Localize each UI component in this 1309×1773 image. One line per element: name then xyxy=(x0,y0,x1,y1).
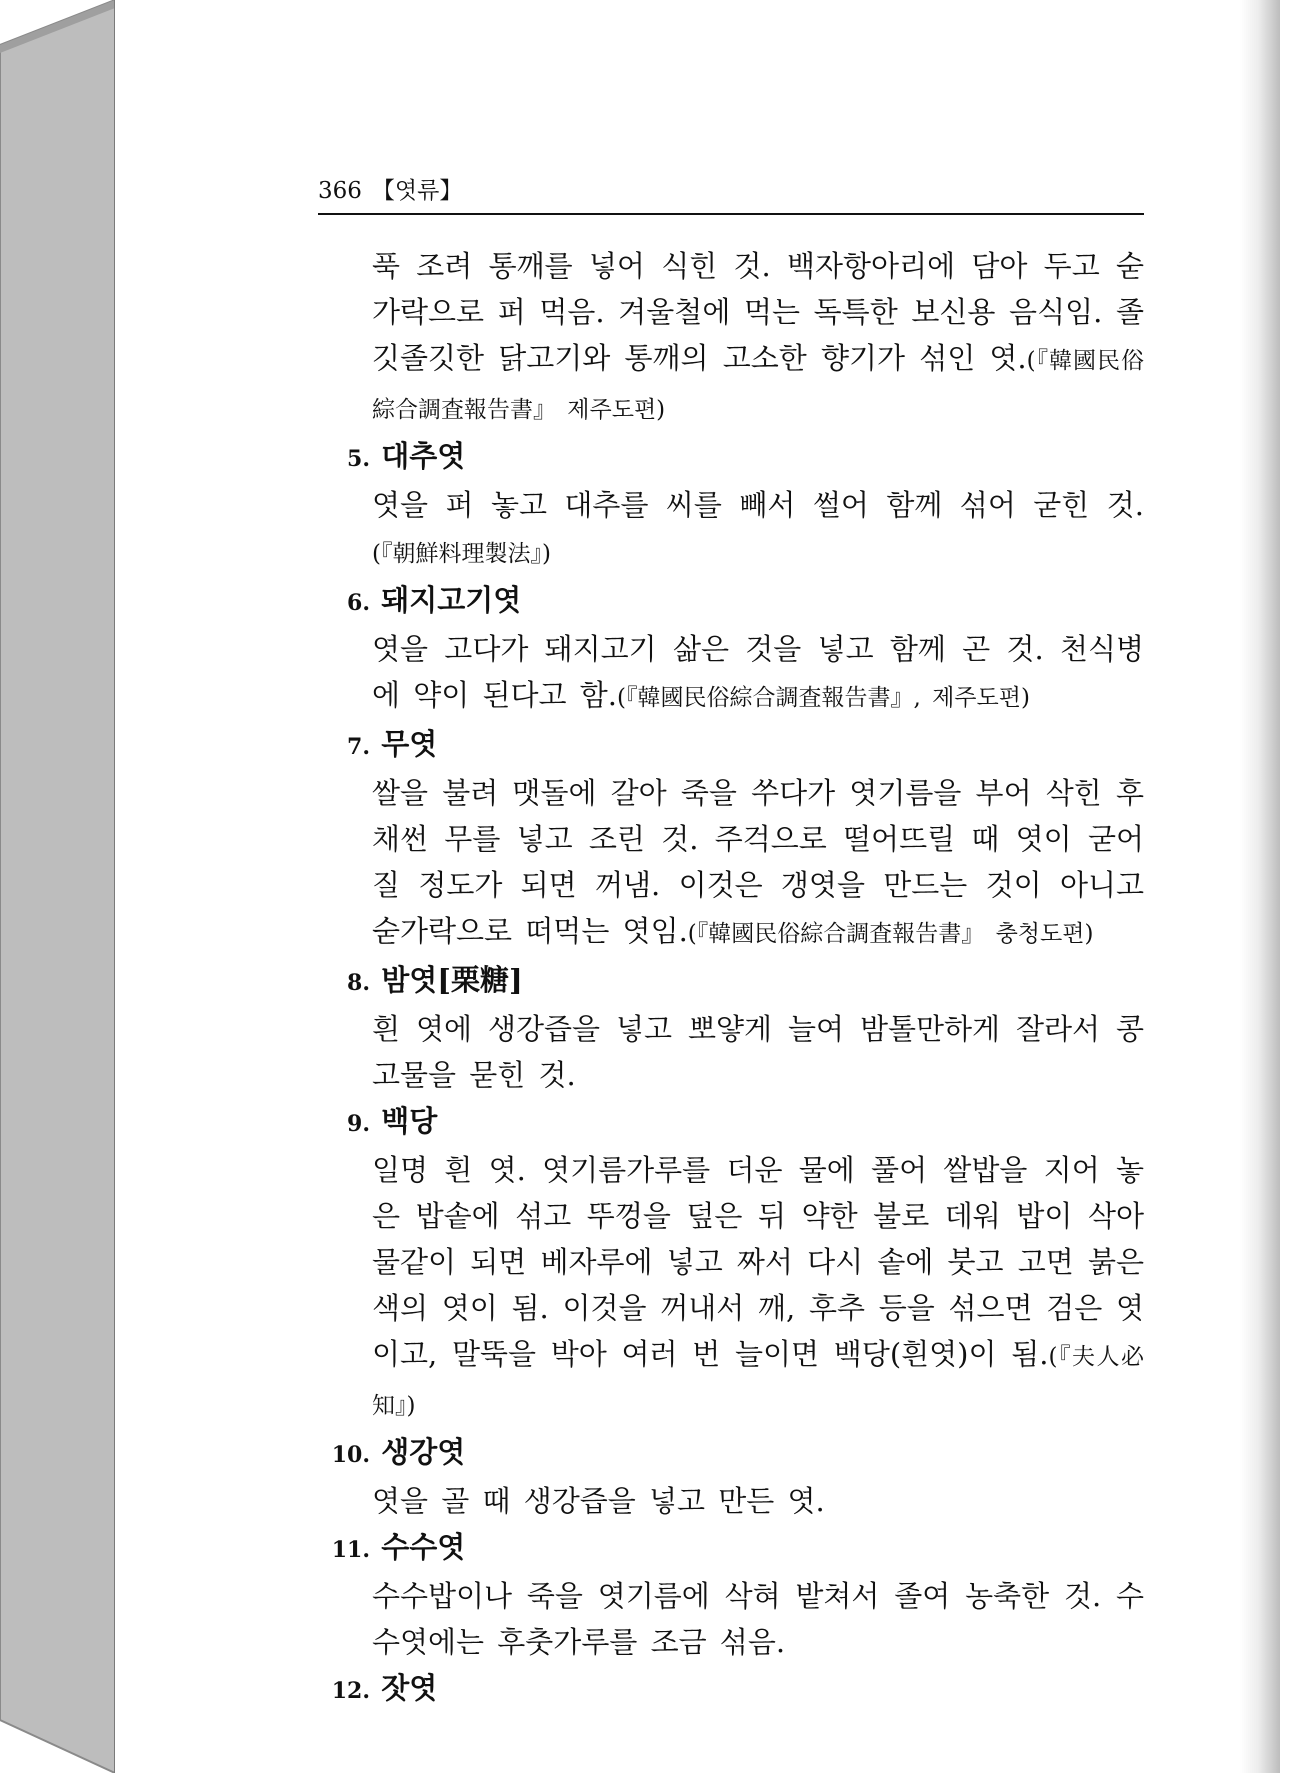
entry-name: 잣엿 xyxy=(381,1671,438,1705)
page-edge-shadow xyxy=(1240,0,1280,1773)
entry-citation: (『朝鮮料理製法』) xyxy=(372,541,551,567)
entry-number: 8. xyxy=(347,970,370,996)
entry-description xyxy=(372,1573,1144,1665)
entry-name: 무엿 xyxy=(381,727,438,761)
page-number: 366 xyxy=(318,178,362,204)
header-rule xyxy=(318,213,1144,215)
entry-number: 7. xyxy=(347,734,370,760)
entry-title xyxy=(318,1098,1144,1147)
entry-name: 밤엿[栗糖] xyxy=(381,963,523,997)
entry-description xyxy=(372,770,1144,957)
entry-description xyxy=(372,1006,1144,1098)
entry-name: 백당 xyxy=(381,1104,438,1138)
entry-title xyxy=(318,1665,1144,1714)
entry-citation: (『韓國民俗綜合調査報告書』 충청도편) xyxy=(687,921,1094,947)
entry-text: 쌀을 불려 맷돌에 갈아 죽을 쑤다가 엿기름을 부어 삭힌 후 채썬 무를 넣고 조린 것. 주걱으로 떨어뜨릴 때 엿이 굳어질 정도가 되면 꺼냄. 이것은 갱엿을 만드는 것이 아니고 숟가락으로 떠먹는 엿임. xyxy=(372,776,1144,948)
entry-number: 6. xyxy=(347,590,370,616)
entry-number: 5. xyxy=(347,446,370,472)
entry-text: 수수밥이나 죽을 엿기름에 삭혀 밭쳐서 졸여 농축한 것. 수수엿에는 후춧가루를 조금 섞음. xyxy=(372,1579,1144,1659)
entry-name: 대추엿 xyxy=(381,439,466,473)
entry-description xyxy=(372,626,1144,721)
entry-text: 흰 엿에 생강즙을 넣고 뽀얗게 늘여 밤톨만하게 잘라서 콩고물을 묻힌 것. xyxy=(372,1012,1144,1092)
entry-text: 엿을 고다가 돼지고기 삶은 것을 넣고 함께 곤 것. 천식병에 약이 된다고 함. xyxy=(372,632,1144,712)
intro-text: 푹 조려 통깨를 넣어 식힌 것. 백자항아리에 담아 두고 숟가락으로 퍼 먹음. 겨울철에 먹는 독특한 보신용 음식임. 졸깃졸깃한 닭고기와 통깨의 고소한 향기가 섞인 엿. xyxy=(372,249,1144,375)
entry-text: 일명 흰 엿. 엿기름가루를 더운 물에 풀어 쌀밥을 지어 놓은 밥솥에 섞고 뚜껑을 덮은 뒤 약한 불로 데워 밥이 삭아 물같이 되면 베자루에 넣고 짜서 다시 솥에 붓고 고면 붉은색의 엿이 됨. 이것을 꺼내서 깨, 후추 등을 섞으면 검은 엿이고, 말뚝을 박아 여러 번 늘이면 백당(흰엿)이 됨. xyxy=(372,1153,1144,1371)
intro-paragraph xyxy=(372,243,1144,433)
entry-description xyxy=(372,1478,1144,1524)
entry-number: 10. xyxy=(331,1442,370,1468)
entry-title xyxy=(318,721,1144,770)
entry-name: 돼지고기엿 xyxy=(381,583,522,617)
entry-name: 수수엿 xyxy=(381,1530,466,1564)
entry-title xyxy=(318,577,1144,626)
entry-citation: (『韓國民俗綜合調査報告書』, 제주도편) xyxy=(616,685,1030,711)
entry-number: 11. xyxy=(331,1537,370,1563)
section-title: 【엿류】 xyxy=(371,178,463,204)
entry-description xyxy=(372,1147,1144,1429)
entry-citation: (『夫人必知』) xyxy=(372,1344,1144,1419)
entry-number: 12. xyxy=(331,1678,370,1704)
intro-citation: (『韓國民俗綜合調査報告書』 제주도편) xyxy=(372,348,1144,423)
entry-title xyxy=(318,433,1144,482)
entry-number: 9. xyxy=(347,1111,370,1137)
entry-text: 엿을 골 때 생강즙을 넣고 만든 엿. xyxy=(372,1484,825,1518)
entry-title xyxy=(318,957,1144,1006)
page-body xyxy=(318,243,1144,1714)
entry-text: 엿을 퍼 놓고 대추를 씨를 빼서 썰어 함께 섞어 굳힌 것. xyxy=(372,488,1144,522)
entry-name: 생강엿 xyxy=(381,1435,466,1469)
running-header xyxy=(318,172,462,205)
entry-title xyxy=(318,1429,1144,1478)
entry-title xyxy=(318,1524,1144,1573)
entry-description xyxy=(372,482,1144,577)
